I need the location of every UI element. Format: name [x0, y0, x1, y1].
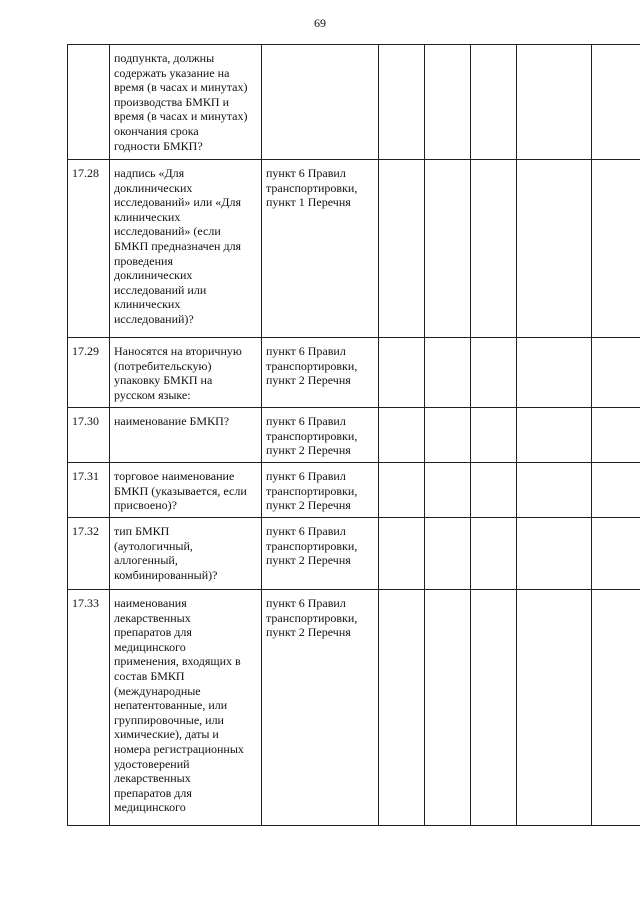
table-row: [68, 338, 640, 408]
reference-cell: пункт 6 Правил транспортировки, пункт 2 Перечня: [262, 463, 379, 518]
row-number-cell: 17.31: [68, 463, 110, 518]
answer-na-cell: [471, 463, 517, 518]
answer-yes-cell: [379, 338, 425, 408]
answer-no-cell: [425, 518, 471, 590]
answer-no-cell: [425, 408, 471, 463]
reference-cell: пункт 6 Правил транспортировки, пункт 2 Перечня: [262, 408, 379, 463]
details-cell: [517, 338, 592, 408]
answer-na-cell: [471, 408, 517, 463]
notes-cell: [592, 408, 640, 463]
answer-na-cell: [471, 338, 517, 408]
row-number-cell: 17.30: [68, 408, 110, 463]
checklist-table: [67, 44, 640, 826]
answer-na-cell: [471, 160, 517, 338]
details-cell: [517, 463, 592, 518]
reference-cell: [262, 45, 379, 160]
answer-yes-cell: [379, 590, 425, 826]
answer-na-cell: [471, 590, 517, 826]
question-cell: Наносятся на вторичную (потребительскую) упаковку БМКП на русском языке:: [110, 338, 262, 408]
table-row: [68, 518, 640, 590]
notes-cell: [592, 590, 640, 826]
answer-no-cell: [425, 338, 471, 408]
row-number-cell: [68, 45, 110, 160]
row-number-cell: 17.29: [68, 338, 110, 408]
notes-cell: [592, 338, 640, 408]
question-cell: наименования лекарственных препаратов для медицинского применения, входящих в состав БМКП (международные непатентованные, или группировочные, или химические), даты и номера регистрационных удостоверений лекарственных препаратов для медицинского: [110, 590, 262, 826]
reference-cell: пункт 6 Правил транспортировки, пункт 2 Перечня: [262, 338, 379, 408]
answer-no-cell: [425, 463, 471, 518]
question-cell: тип БМКП (аутологичный, аллогенный, комбинированный)?: [110, 518, 262, 590]
table-row: [68, 45, 640, 160]
details-cell: [517, 160, 592, 338]
table-row: [68, 160, 640, 338]
answer-na-cell: [471, 45, 517, 160]
notes-cell: [592, 160, 640, 338]
table-row: [68, 408, 640, 463]
notes-cell: [592, 463, 640, 518]
answer-yes-cell: [379, 518, 425, 590]
answer-no-cell: [425, 160, 471, 338]
question-cell: торговое наименование БМКП (указывается, если присвоено)?: [110, 463, 262, 518]
row-number-cell: 17.28: [68, 160, 110, 338]
answer-yes-cell: [379, 463, 425, 518]
answer-yes-cell: [379, 160, 425, 338]
table-row: [68, 463, 640, 518]
details-cell: [517, 45, 592, 160]
page-number: 69: [314, 16, 326, 30]
details-cell: [517, 518, 592, 590]
notes-cell: [592, 45, 640, 160]
answer-no-cell: [425, 45, 471, 160]
row-number-cell: 17.33: [68, 590, 110, 826]
answer-no-cell: [425, 590, 471, 826]
question-cell: подпункта, должны содержать указание на время (в часах и минутах) производства БМКП и время (в часах и минутах) окончания срока годности БМКП?: [110, 45, 262, 160]
details-cell: [517, 408, 592, 463]
question-cell: надпись «Для доклинических исследований» или «Для клинических исследований» (если БМКП предназначен для проведения доклинических исследований или клинических исследований)?: [110, 160, 262, 338]
reference-cell: пункт 6 Правил транспортировки, пункт 1 Перечня: [262, 160, 379, 338]
question-cell: наименование БМКП?: [110, 408, 262, 463]
reference-cell: пункт 6 Правил транспортировки, пункт 2 Перечня: [262, 590, 379, 826]
table-row: [68, 590, 640, 826]
answer-yes-cell: [379, 45, 425, 160]
details-cell: [517, 590, 592, 826]
answer-yes-cell: [379, 408, 425, 463]
answer-na-cell: [471, 518, 517, 590]
row-number-cell: 17.32: [68, 518, 110, 590]
notes-cell: [592, 518, 640, 590]
reference-cell: пункт 6 Правил транспортировки, пункт 2 Перечня: [262, 518, 379, 590]
